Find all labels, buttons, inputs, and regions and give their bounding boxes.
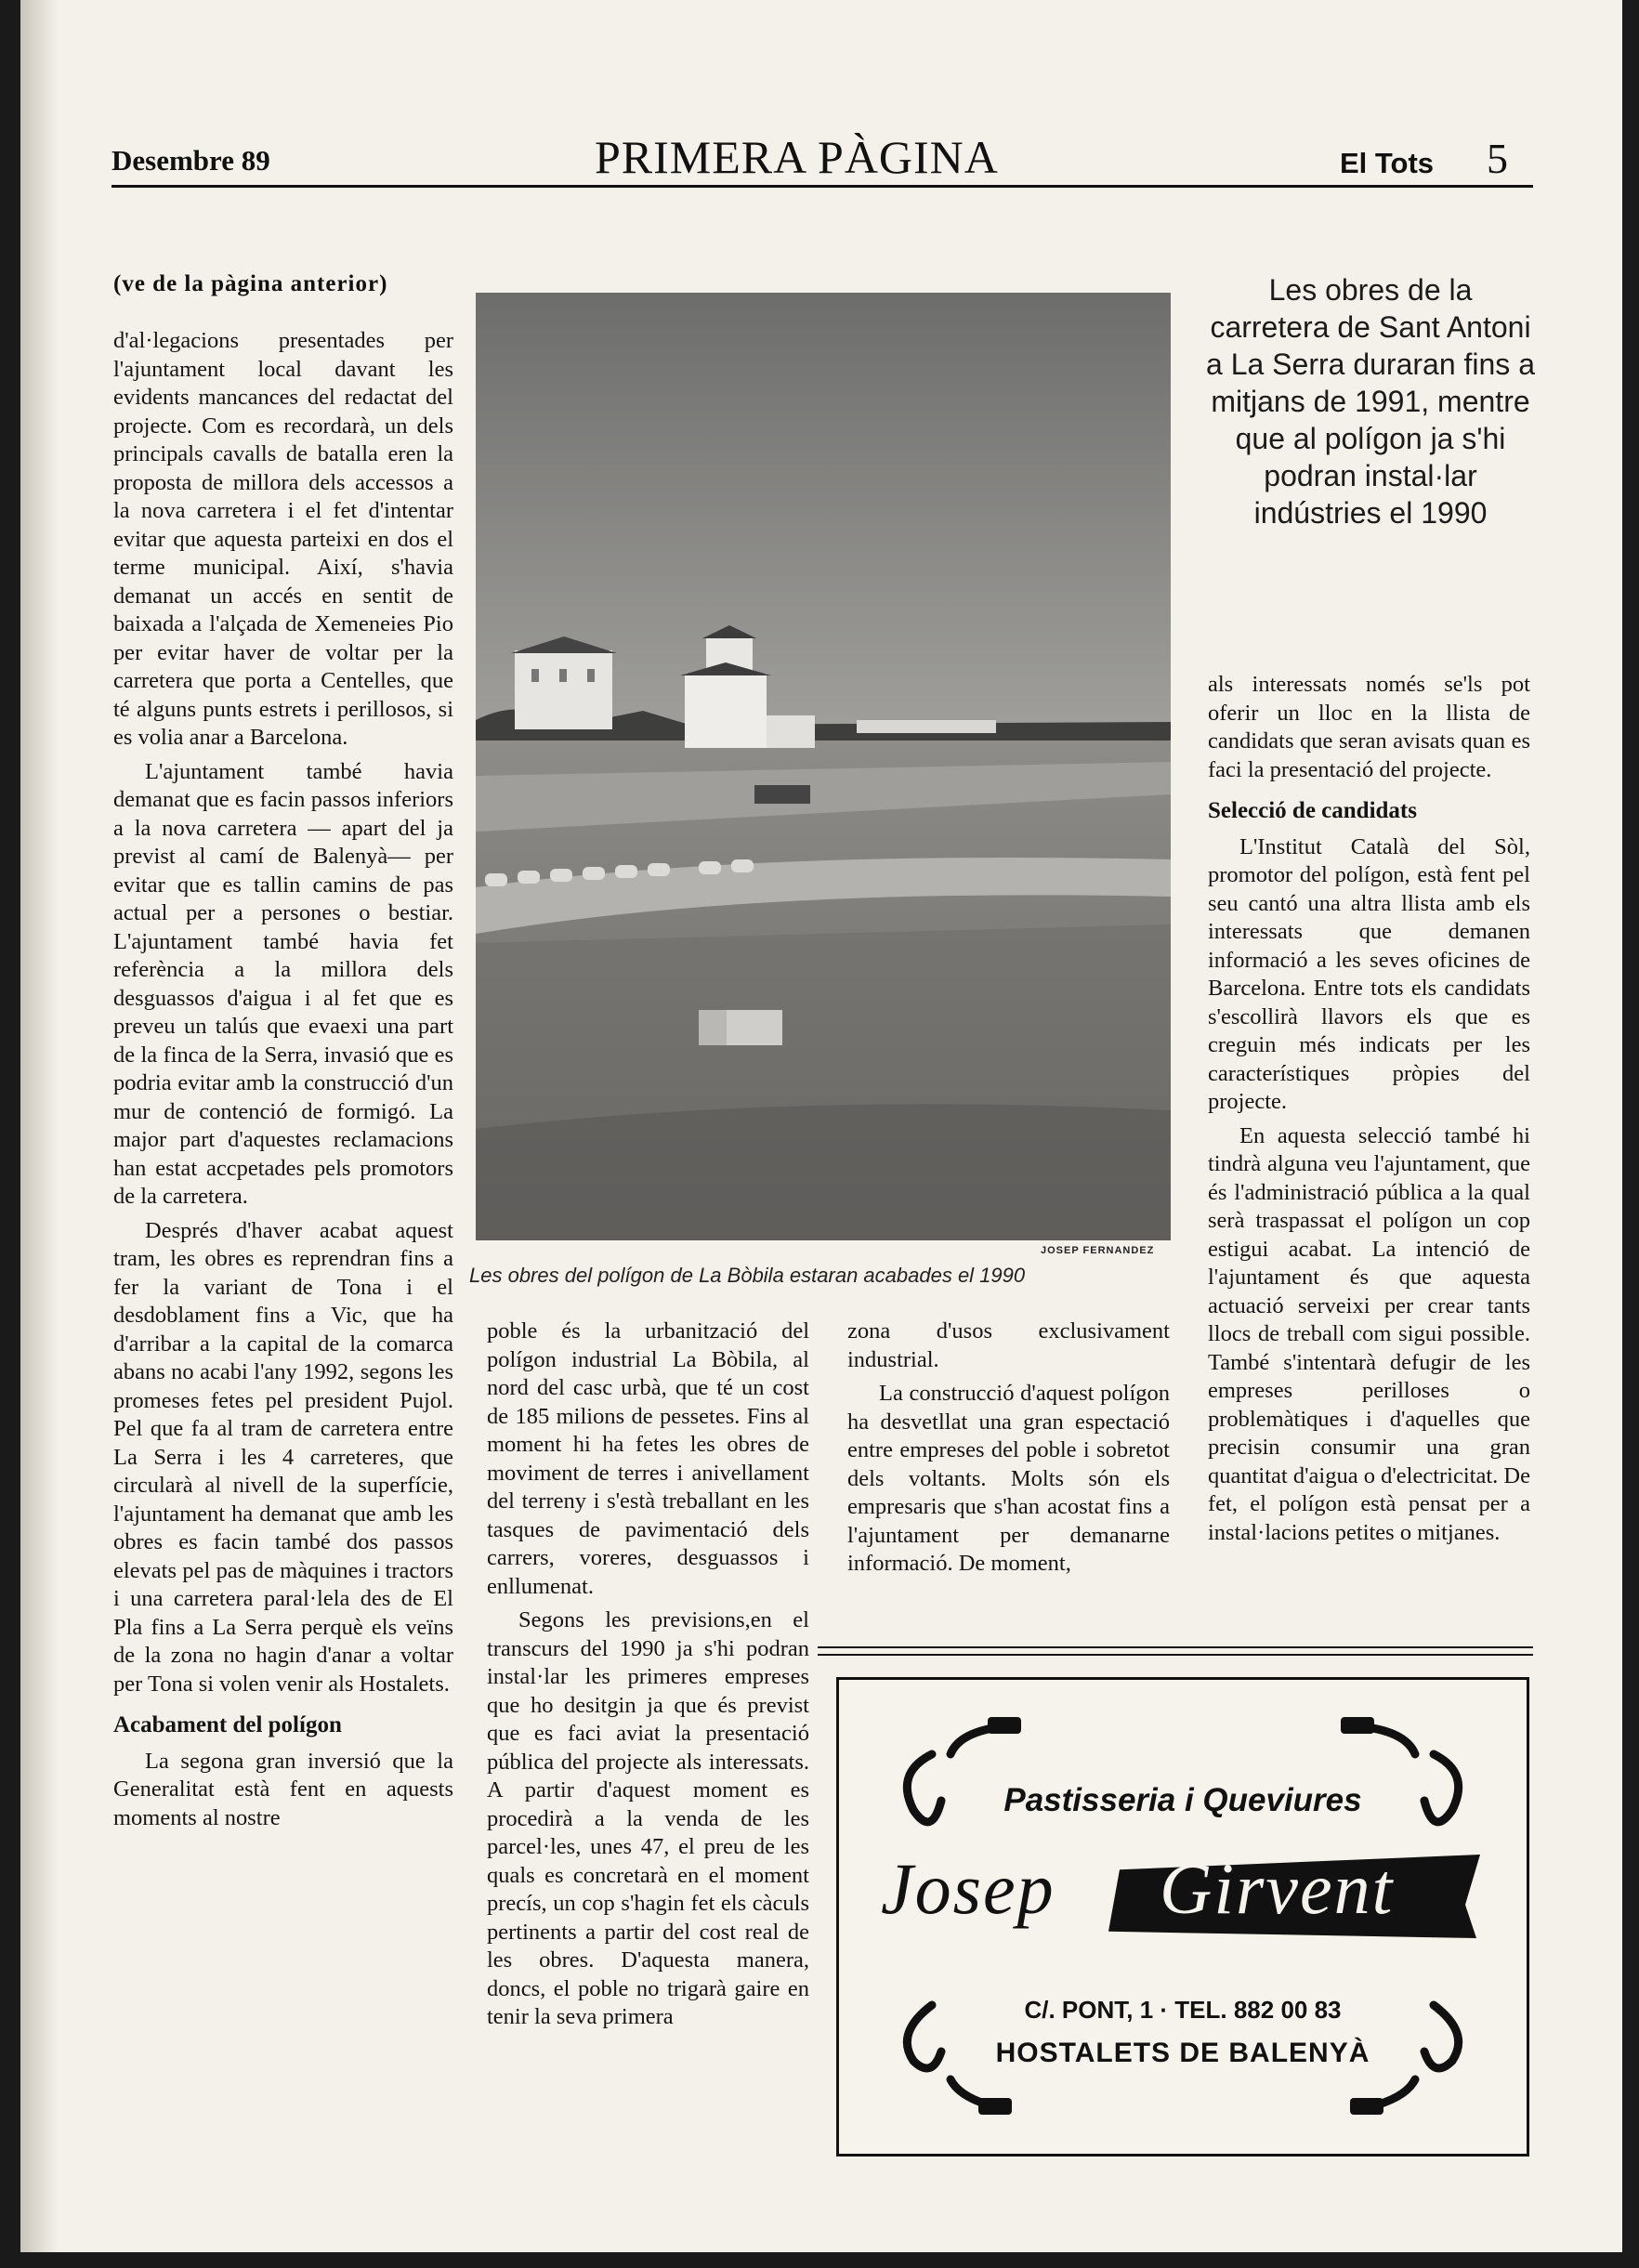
- continued-note: (ve de la pàgina anterior): [113, 271, 388, 296]
- paragraph: L'Institut Català del Sòl, promotor del polígon, està fent pel seu cantó una altra llista amb els interessats que demanen informació a les seves oficines de Barcelona. Entre tots els candidats s'escollirà llavors els que es creguin més indicats per les característiques pròpies del projecte.: [1208, 833, 1530, 1114]
- header-rule: [111, 185, 1533, 188]
- header-date: Desembre 89: [111, 144, 270, 177]
- paragraph: zona d'usos exclusivament industrial.: [847, 1318, 1170, 1372]
- header-page-number: 5: [1487, 135, 1508, 182]
- photo-caption: Les obres del polígon de La Bòbila estaran acabades el 1990: [469, 1264, 1026, 1287]
- paragraph: Segons les previsions,en el transcurs del 1990 ja s'hi podran instal·lar les primeres empreses que ho desitgin ja que és previst que es faci aviat la presentació pública del projecte als interessats. A partir d'aquest moment es procedirà a la venda de les parcel·les, unes 47, el preu de les quals es concretarà en el moment precís, un cop s'hagin fet els càculs pertinents a partir del cost real de les obres. D'aquesta manera, doncs, el poble no trigarà gaire en tenir la seva primera: [487, 1607, 809, 2029]
- ad-name-last: Girvent: [1160, 1848, 1395, 1929]
- pull-quote: Les obres de la carretera de Sant Antoni a La Serra duraran fins a mitjans de 1991, mentre que al polígon ja s'hi podran instal·lar indústries el 1990: [1206, 273, 1535, 530]
- ad-rule: [818, 1646, 1533, 1648]
- article-column-1: [113, 327, 453, 1838]
- paragraph: poble és la urbanització del polígon industrial La Bòbila, al nord del casc urbà, que té un cost de 185 milions de pessetes. Fins al moment hi ha fetes les obres de moviment de terres i anivellament del terreny i s'està treballant en les tasques de pavimentació dels carrers, voreres, desguassos i enllumenat.: [487, 1318, 809, 1599]
- ad-town: HOSTALETS DE BALENYÀ: [995, 2038, 1370, 2068]
- subheading: Acabament del polígon: [113, 1712, 342, 1737]
- photo-credit: JOSEP FERNANDEZ: [1041, 1245, 1155, 1256]
- paragraph: En aquesta selecció també hi tindrà alguna veu l'ajuntament, que és l'administració pública a la qual serà traspassat el polígon un cop estigui acabat. La intenció de l'ajuntament és que aquesta actuació serveixi per crear tants llocs de treball com sigui possible. També s'intentarà defugir de les empreses perilloses o problemàtiques i d'aquelles que precisin consumir una gran quantitat d'aigua o d'electricitat. De fet, el polígon està pensat per a instal·lacions petites o mitjanes.: [1208, 1122, 1530, 1545]
- ad-shop-type: Pastisseria i Queviures: [1003, 1782, 1362, 1818]
- header-publication: El Tots: [1340, 147, 1435, 179]
- paragraph: als interessats només se'ls pot oferir un lloc en la llista de candidats que seran avisats quan es faci la presentació del projecte.: [1208, 672, 1530, 782]
- header-section-title: PRIMERA PÀGINA: [595, 131, 999, 183]
- ad-name-first: Josep: [881, 1848, 1056, 1929]
- advertisement: [836, 1677, 1529, 2157]
- paragraph: La construcció d'aquest polígon ha desvetllat una gran espectació entre empreses del poble i sobretot dels voltants. Molts són els empresaris que s'han acostat fins a l'ajuntament per demanarne informació. De moment,: [847, 1381, 1170, 1576]
- ad-address: C/. PONT, 1 · TEL. 882 00 83: [1024, 1996, 1342, 2024]
- article-column-2: [487, 1318, 809, 2038]
- ad-rule: [818, 1654, 1533, 1656]
- paragraph: d'al·legacions presentades per l'ajuntament local davant les evidents mancances del redactat del projecte. Com es recordarà, un dels principals cavalls de batalla eren la proposta de millora dels accessos a la nova carretera i el fet d'intentar evitar que aquesta parteixi en dos el terme municipal. Així, s'havia demanat un accés en sentit de baixada a l'alçada de Xemeneies Pio per evitar haver de voltar per la carretera que porta a Centelles, que té alguns punts estrets i perillosos, si es volia anar a Barcelona.: [113, 328, 453, 750]
- article-column-4: [1208, 671, 1530, 1553]
- ad-logo: [881, 1838, 1485, 1949]
- paragraph: La segona gran inversió que la Generalitat està fent en aquests moments al nostre: [113, 1748, 453, 1830]
- paragraph: L'ajuntament també havia demanat que es facin passos inferiors a la nova carretera — apart del ja previst al camí de Balenyà— per evitar que es tallin camins de pas actual per a persones o bestiar. L'ajuntament també havia fet referència a la millora dels desguassos d'aigua i al fet que es preveu un talús que evaexi una part de la finca de la Serra, invasió que es podria evitar amb la construcció d'un mur de contenció de formigó. La major part d'aquestes reclamacions han estat accpetades pels promotors de la carretera.: [113, 758, 453, 1209]
- construction-site-photo: [476, 293, 1171, 1240]
- paragraph: Després d'haver acabat aquest tram, les obres es reprendran fins a fer la variant de Tona i el desdoblament fins a Vic, que ha d'arribar a la capital de la comarca abans no acabi l'any 1992, segons les promeses fetes pel president Pujol. Pel que fa al tram de carretera entre La Serra i les 4 carreteres, que circularà al nivell de la superfície, l'ajuntament ha demanat que amb les obres es facin també dos passos elevats pel pas de màquines i tractors i una carretera paral·lela des de El Pla fins a La Serra perquè els veïns de la zona no hagin d'anar a voltar per Tona si volen venir als Hostalets.: [113, 1217, 453, 1697]
- subheading: Selecció de candidats: [1208, 798, 1417, 823]
- page-gutter-shadow: [20, 0, 58, 2252]
- article-column-3: [847, 1318, 1170, 1584]
